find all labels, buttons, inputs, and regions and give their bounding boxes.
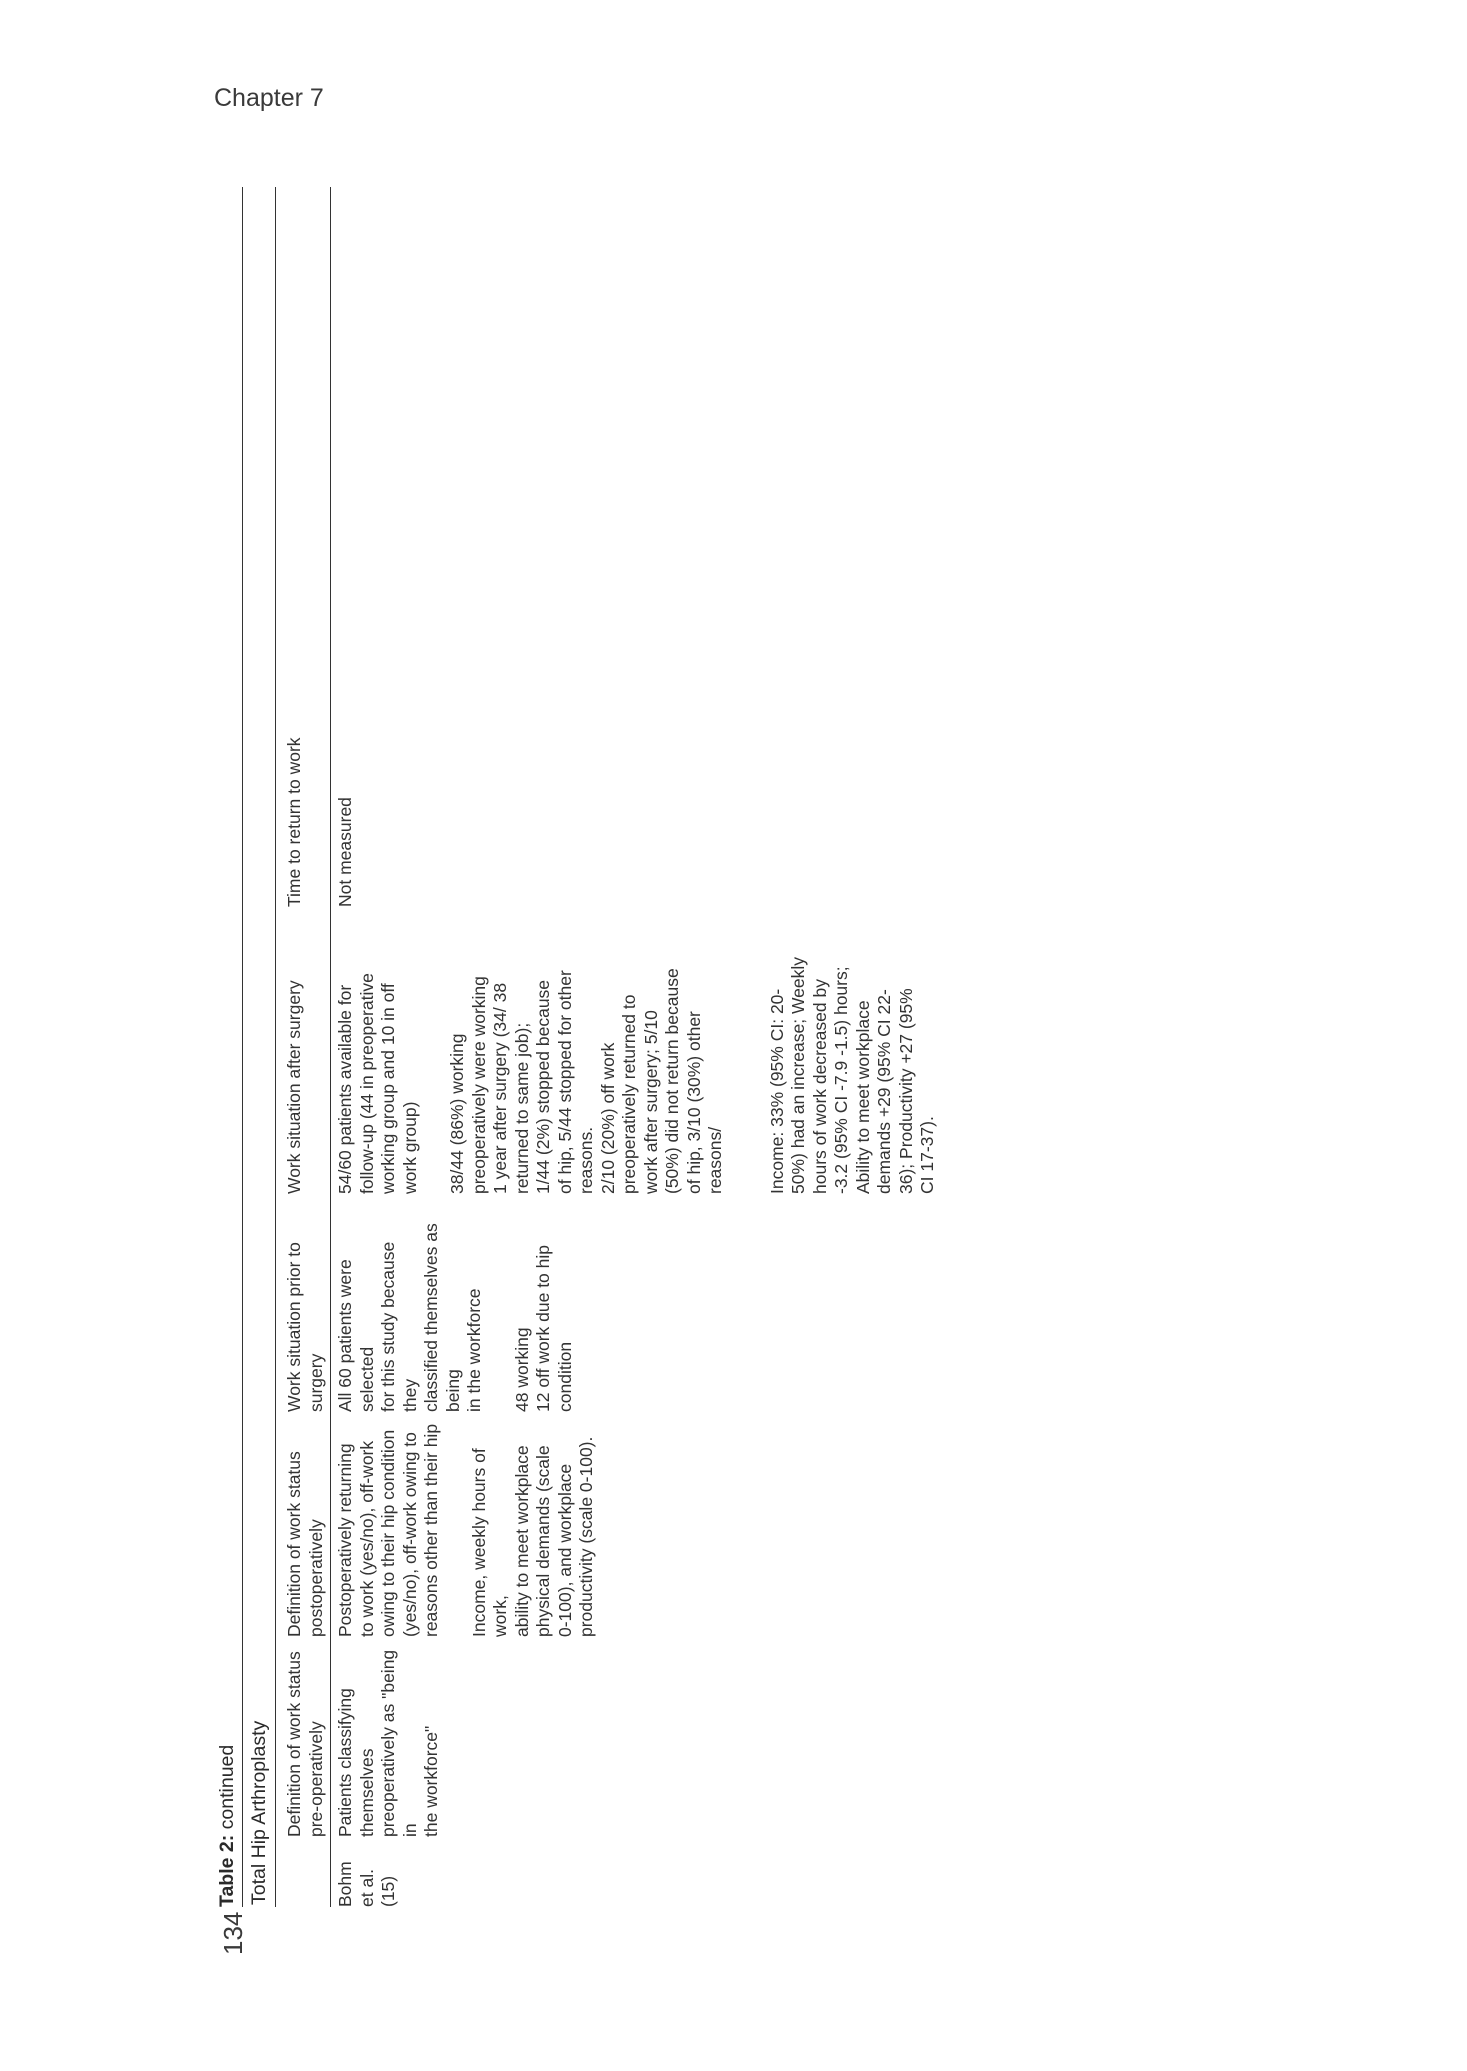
header-prior: Work situation prior to surgery: [284, 1242, 326, 1412]
after-para-3: Income: 33% (95% CI: 20- 50%) had an increase; Weekly hours of work decreased by -3.2 (95% CI -7.9 -1.5) hours; Ability to meet workplace demands +29 (95% CI 22- 36); Productivity +27 (95% CI 17-37).: [766, 956, 937, 1194]
after-para-2: 38/44 (86%) working preoperatively were working 1 year after surgery (34/ 38 returned to same job); 1/44 (2%) stopped because of hip, 5/44 stopped for other reasons. 2/10 (20%) off work preoperatively returned to work after surgery; 5/10 (50%) did not return because of hip, 3/10 (30%) other reasons/: [447, 968, 725, 1194]
header-pre-def: Definition of work status pre-operatively: [284, 1651, 326, 1837]
header-after: Work situation after surgery: [284, 980, 304, 1194]
header-post-def: Definition of work status postoperatively: [284, 1451, 326, 1637]
table-caption: [212, 187, 242, 1907]
table-row: [331, 187, 939, 1907]
cell-prior: [335, 1194, 939, 1412]
cell-time: Not measured: [335, 797, 355, 907]
prior-para-1: All 60 patients were selected for this study because they classified themselves as being in the workforce: [335, 1223, 484, 1412]
post-def-para-1: Postoperatively returning to work (yes/no), off-work owing to their hip condition (yes/no), off-work owing to reasons other than their hip: [335, 1423, 441, 1637]
table-caption-text: continued: [216, 1744, 238, 1835]
table-caption-label: Table 2:: [216, 1834, 238, 1907]
prior-para-2: 48 working 12 off work due to hip condition: [511, 1244, 575, 1412]
cell-study: Bohm et al. (15): [335, 1861, 398, 1907]
after-para-1: 54/60 patients available for follow-up (44 in preoperative working group and 10 in off work group): [335, 973, 420, 1194]
table-header-row: [276, 187, 331, 1907]
post-def-para-2: Income, weekly hours of work, ability to meet workplace physical demands (scale 0-100), and workplace productivity (scale 0-100).: [468, 1436, 596, 1637]
page-number: 134: [218, 1911, 248, 1955]
header-time: Time to return to work: [284, 737, 304, 907]
cell-post-def: [335, 1412, 939, 1637]
cell-after: [335, 907, 939, 1194]
table-section-title: Total Hip Arthroplasty: [242, 187, 276, 1907]
cell-pre-def: Patients classifying themselves preoperatively as "being in the workforce": [335, 1649, 441, 1837]
header-study: [276, 1837, 330, 1907]
rotated-table-container: [212, 187, 1252, 1907]
chapter-heading: Chapter 7: [214, 84, 324, 112]
